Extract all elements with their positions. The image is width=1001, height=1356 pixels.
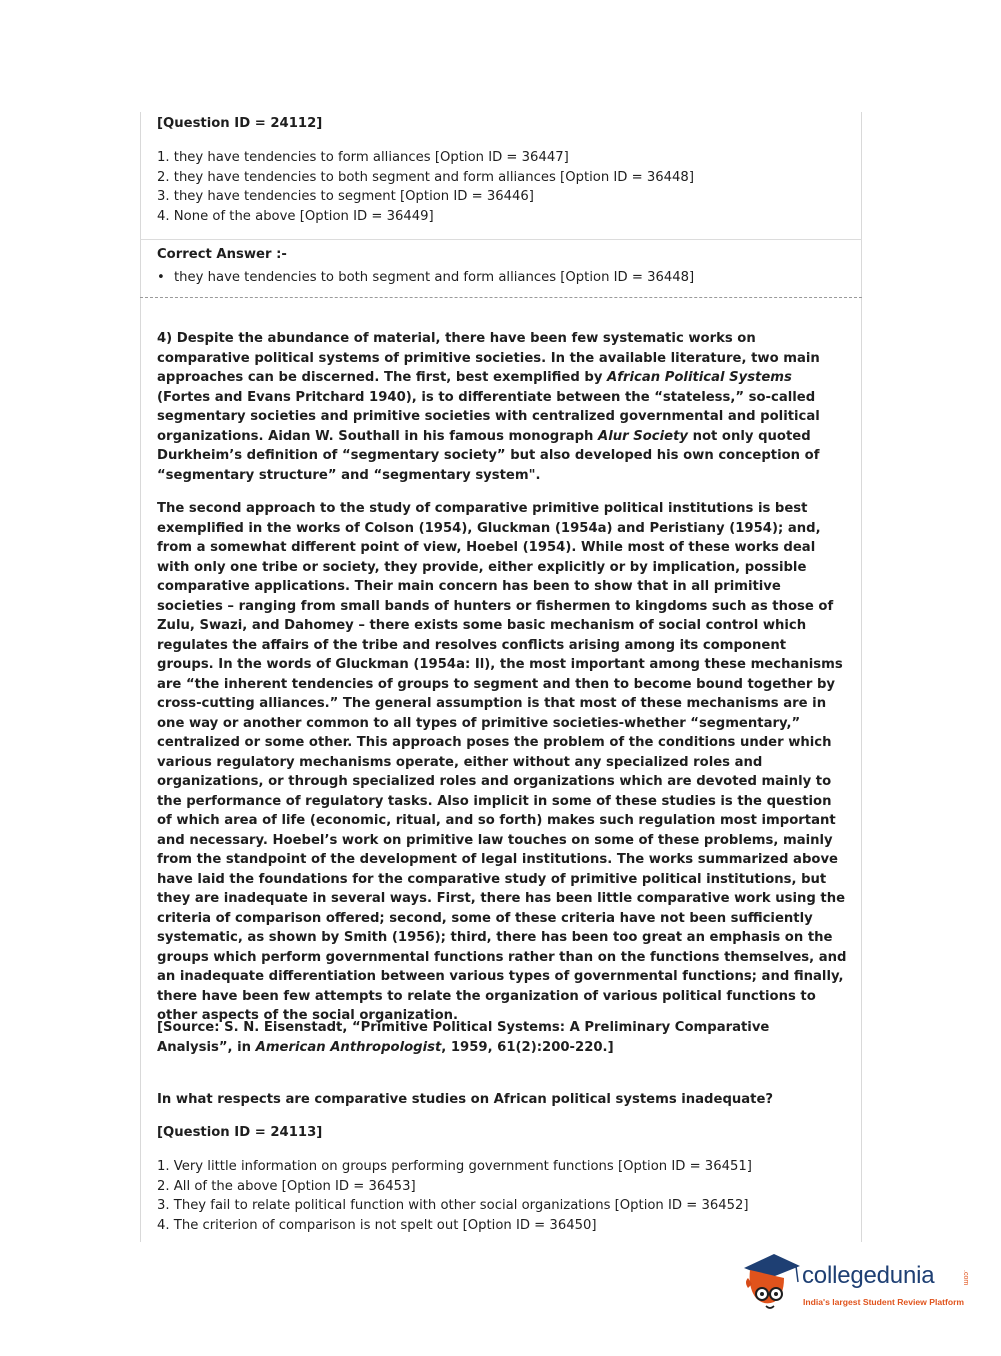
- option-item: 1. they have tendencies to form alliances [Option ID = 36447]: [157, 150, 569, 165]
- frame-left-border: [140, 112, 141, 1242]
- option-item: 2. they have tendencies to both segment and form alliances [Option ID = 36448]: [157, 169, 694, 185]
- book-title: Alur Society: [598, 428, 688, 444]
- correct-answer: [157, 268, 694, 287]
- correct-answer-label: Correct Answer :-: [157, 247, 287, 262]
- book-title: African Political Systems: [607, 370, 792, 385]
- option-item: 1. Very little information on groups performing government functions [Option ID = 36451]: [157, 1159, 752, 1174]
- question-text: In what respects are comparative studies on African political systems inadequate?: [157, 1092, 774, 1107]
- options-list-24112: [157, 148, 694, 226]
- source-text: [Source: S. N. Eisenstadt, “Primitive Political Systems: A Preliminary Comparative Analysis”, in: [157, 1020, 770, 1055]
- question-id-24113: [Question ID = 24113]: [157, 1125, 323, 1140]
- option-item: 2. All of the above [Option ID = 36453]: [157, 1178, 416, 1194]
- option-item: 4. None of the above [Option ID = 36449]: [157, 208, 434, 224]
- mascot-icon: [740, 1248, 802, 1314]
- source-text: , 1959, 61(2):200-220.]: [441, 1039, 614, 1055]
- passage-paragraph-2: [157, 499, 847, 1026]
- passage-text: The second approach to the study of comparative primitive political institutions is best exemplified in the works of Colson (1954), Gluckman (1954a) and Peristiany (1954); and, from a somewhat different point of view, Hoebel (1954). While most of these works deal with only one tribe or society, they provide, either explicitly or by implication, possible comparative applications. Their main concern has been to show that in all primitive societies – ranging from small bands of hunters or fishermen to kingdoms such as those of Zulu, Swazi, and Dahomey – there exists some basic mechanism of social control which regulates the affairs of the tribe and resolves conflicts arising among its component groups. In the words of Gluckman (1954a: Il), the most important among these mechanisms are “the inherent tendencies of groups to segment and then to become bound together by cross-cutting alliances.” The general assumption is that most of these mechanisms are in one way or another common to all types of primitive societies-whether “segmentary,” centralized or some other. This approach poses the problem of the conditions under which various regulatory mechanisms operate, either without any specialized roles and organizations, or through specialized roles and organizations which are devoted mainly to the performance of regulatory tasks. Also implicit in some of these studies is the question of which area of life (economic, ritual, and so forth) makes such regulation most important and necessary. Hoebel’s work on primitive law touches on some of these problems, mainly from the standpoint of the development of legal institutions. The works summarized above have laid the foundations for the comparative study of primitive political institutions, but they are inadequate in several ways. First, there has been little comparative work using the criteria of comparison offered; second, some of these criteria have not been sufficiently systematic, as shown by Smith (1956); third, there has been too great an emphasis on the groups which perform governmental functions rather than on the functions themselves, and an inadequate differentiation between various types of governmental functions; and finally, there have been few attempts to relate the organization of various political functions to other aspects of the social organization.: [157, 501, 847, 1023]
- frame-right-border: [861, 112, 862, 1242]
- passage-text: 4) Despite the abundance of material, there have been few systematic works on comparative political systems of primitive societies. In the available literature, two main approaches can be discerned. The first, best exemplified by: [157, 331, 820, 385]
- option-item: 3. They fail to relate political function with other social organizations [Option ID = 36452]: [157, 1198, 749, 1213]
- passage-text: not only quoted Durkheim’s definition of “segmentary society” but also developed his own conception of “segmentary structure” and “segmentary system".: [157, 428, 820, 483]
- collegedunia-logo[interactable]: [740, 1248, 970, 1318]
- passage-source: [157, 1018, 847, 1057]
- bullet-icon: •: [157, 270, 165, 285]
- divider-line: [140, 239, 862, 240]
- options-list-24113: [157, 1157, 752, 1235]
- option-item: 4. The criterion of comparison is not spelt out [Option ID = 36450]: [157, 1217, 597, 1233]
- passage-paragraph-1: [157, 329, 847, 485]
- dashed-separator: [140, 297, 862, 298]
- journal-title: American Anthropologist: [255, 1039, 442, 1055]
- logo-tagline: India's largest Student Review Platform: [803, 1297, 965, 1307]
- option-item: 3. they have tendencies to segment [Option ID = 36446]: [157, 189, 534, 204]
- question-id-24112: [Question ID = 24112]: [157, 116, 323, 131]
- logo-dotcom: .com: [962, 1270, 969, 1286]
- logo-wordmark: collegedunia: [802, 1262, 935, 1289]
- correct-answer-text: they have tendencies to both segment and form alliances [Option ID = 36448]: [174, 270, 695, 285]
- passage-text: (Fortes and Evans Pritchard 1940), is to differentiate between the “stateless,” so-called segmentary societies and primitive societies with centralized governmental and political organizations. Aidan W. Southall in his famous monograph: [157, 389, 820, 444]
